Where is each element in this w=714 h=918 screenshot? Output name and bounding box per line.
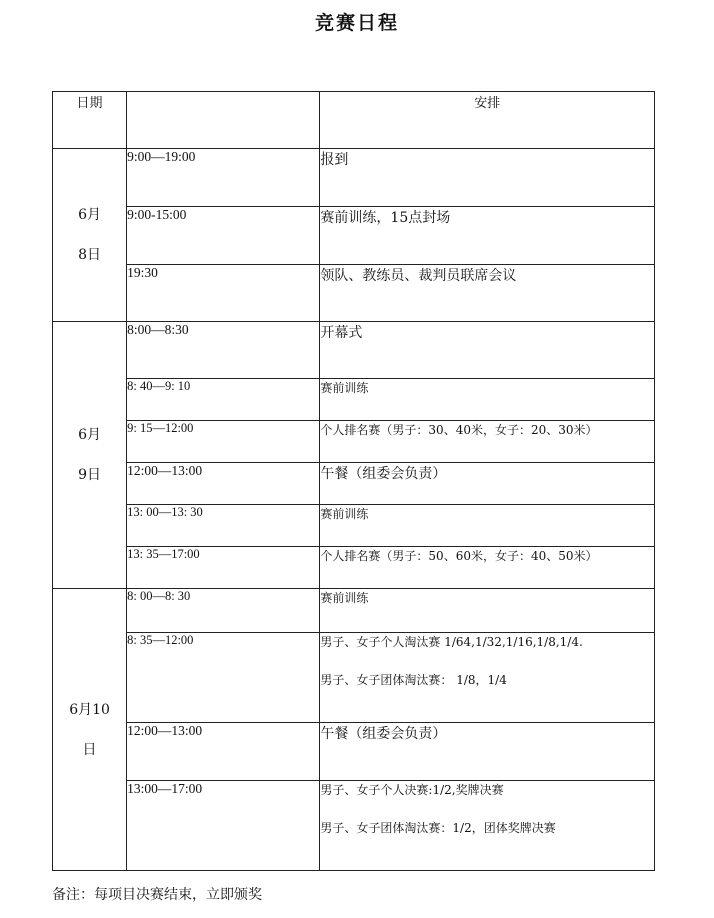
arrangement-line: 男子、女子个人淘汰赛 1/64,1/32,1/16,1/8,1/4. [320, 635, 583, 649]
arrangement-cell [320, 781, 655, 871]
table-row [53, 547, 655, 589]
table-row [53, 589, 655, 633]
arrangement-cell: 赛前训练，15点封场 [320, 207, 655, 265]
arrangement-cell [320, 633, 655, 723]
table-row [53, 633, 655, 723]
time-cell: 12:00—13:00 [127, 723, 320, 781]
time-cell: 9:00—19:00 [127, 149, 320, 207]
table-header-row [53, 92, 655, 149]
arrangement-cell: 赛前训练 [320, 379, 655, 421]
time-cell: 8: 40—9: 10 [127, 379, 320, 421]
date-cell [53, 322, 127, 589]
date-line: 8日 [78, 247, 102, 263]
table-row [53, 379, 655, 421]
footnote: 备注：每项目决赛结束，立即颁奖 [52, 887, 262, 903]
table-row [53, 207, 655, 265]
table-row [53, 149, 655, 207]
time-cell: 19:30 [127, 265, 320, 322]
table-row [53, 265, 655, 322]
time-cell: 13: 00—13: 30 [127, 505, 320, 547]
table-row [53, 781, 655, 871]
table-row [53, 463, 655, 505]
time-cell: 8: 35—12:00 [127, 633, 320, 723]
time-cell: 13:00—17:00 [127, 781, 320, 871]
arrangement-line: 男子、女子个人决赛:1/2,奖牌决赛 [320, 783, 504, 797]
header-date: 日期 [53, 92, 127, 149]
page-title: 竞赛日程 [314, 12, 399, 34]
arrangement-cell: 午餐（组委会负责） [320, 463, 655, 505]
arrangement-cell: 报到 [320, 149, 655, 207]
table-row [53, 421, 655, 463]
date-cell [53, 589, 127, 871]
header-time [127, 92, 320, 149]
date-line: 6月 [78, 427, 102, 443]
schedule-table [52, 91, 655, 871]
table-row [53, 505, 655, 547]
arrangement-line: 男子、女子团体淘汰赛： 1/8，1/4 [320, 673, 507, 687]
arrangement-cell: 赛前训练 [320, 505, 655, 547]
date-line: 9日 [78, 467, 102, 483]
date-cell [53, 149, 127, 322]
time-cell: 9: 15—12:00 [127, 421, 320, 463]
time-cell: 13: 35—17:00 [127, 547, 320, 589]
date-line: 6月 [78, 207, 102, 223]
table-row [53, 322, 655, 379]
table-row [53, 723, 655, 781]
arrangement-cell: 赛前训练 [320, 589, 655, 633]
date-line: 6月10 [69, 701, 110, 718]
time-cell: 8: 00—8: 30 [127, 589, 320, 633]
arrangement-line: 男子、女子团体淘汰赛：1/2，团体奖牌决赛 [320, 821, 556, 835]
date-line: 日 [82, 741, 97, 758]
header-arrangement: 安排 [320, 92, 655, 149]
arrangement-cell: 午餐（组委会负责） [320, 723, 655, 781]
arrangement-cell: 开幕式 [320, 322, 655, 379]
time-cell: 8:00—8:30 [127, 322, 320, 379]
arrangement-cell: 个人排名赛（男子：30、40米，女子：20、30米） [320, 421, 655, 463]
arrangement-cell: 领队、教练员、裁判员联席会议 [320, 265, 655, 322]
time-cell: 12:00—13:00 [127, 463, 320, 505]
time-cell: 9:00-15:00 [127, 207, 320, 265]
arrangement-cell: 个人排名赛（男子：50、60米，女子：40、50米） [320, 547, 655, 589]
